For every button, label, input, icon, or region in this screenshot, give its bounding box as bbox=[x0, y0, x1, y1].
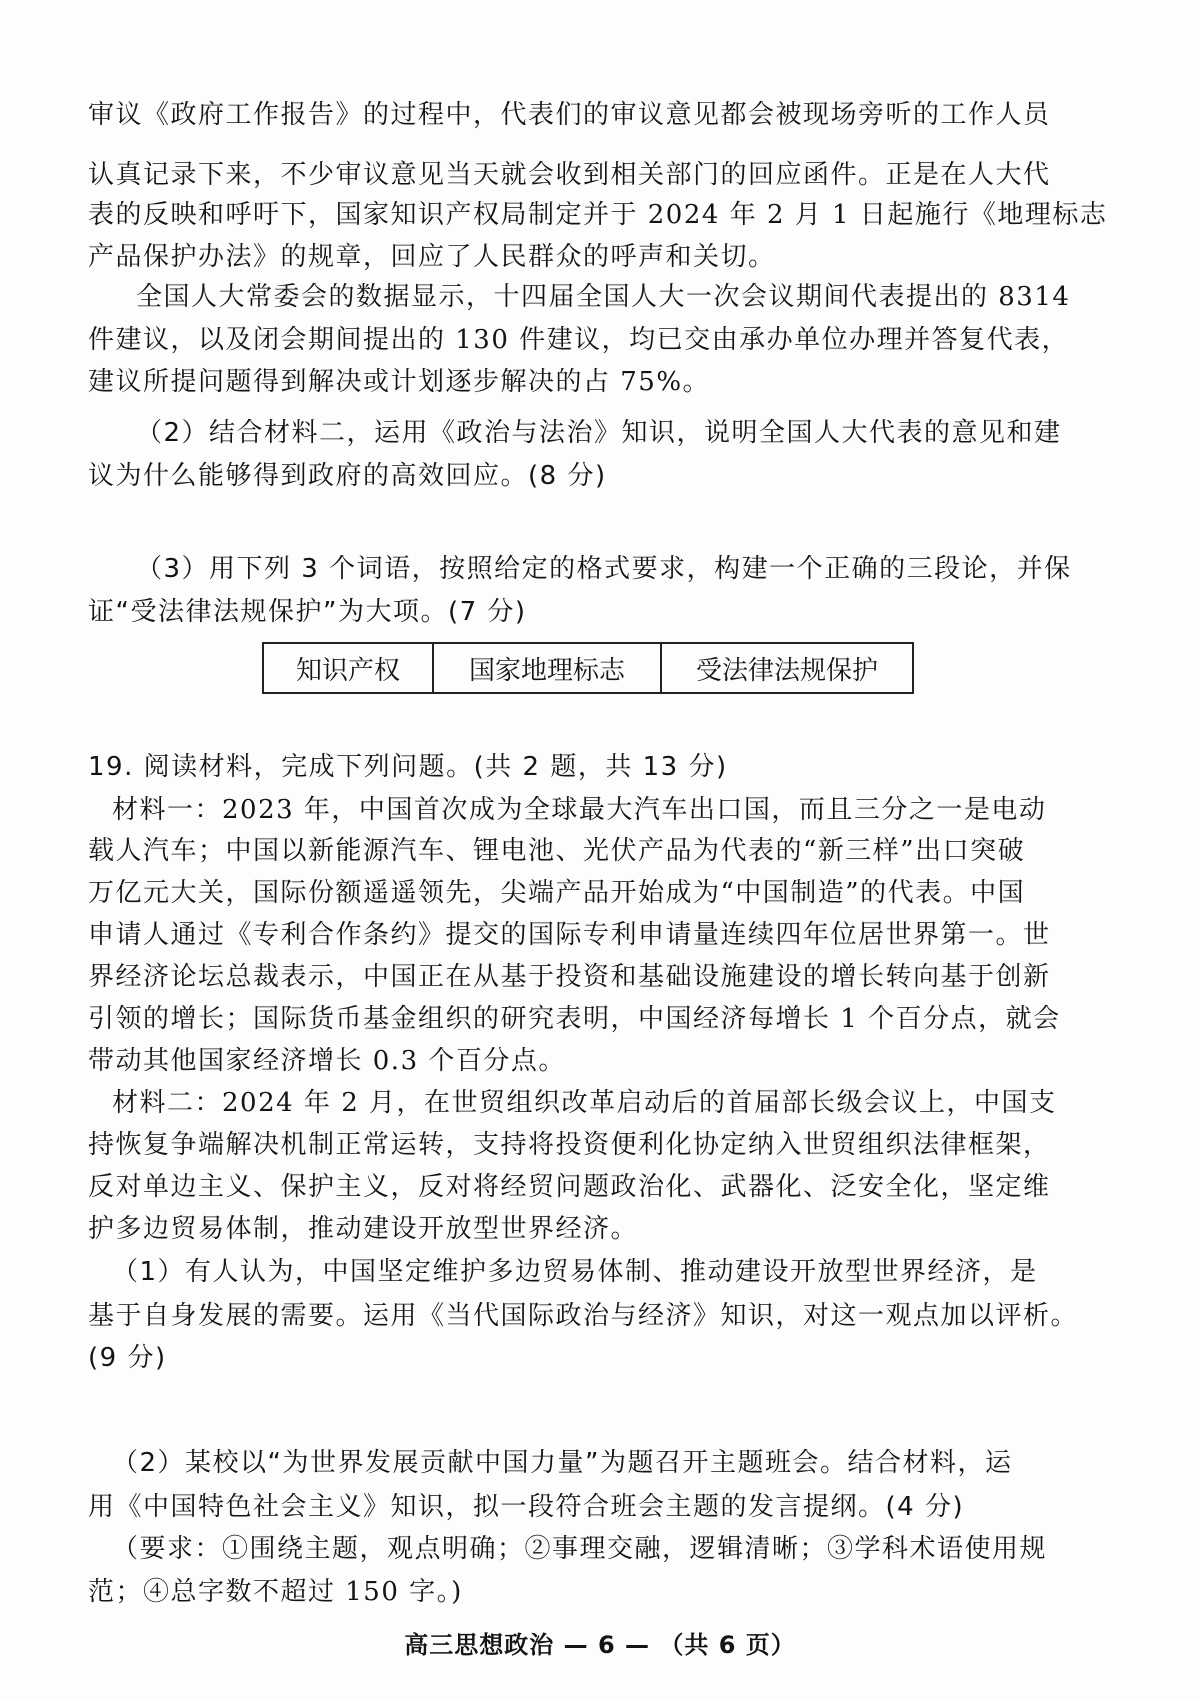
q18-2-line-2: 议为什么能够得到政府的高效回应。(8 分) bbox=[88, 461, 607, 491]
material2-line-1: 审议《政府工作报告》的过程中，代表们的审议意见都会被现场旁听的工作人员 bbox=[88, 100, 1051, 130]
q19-material1-line-3: 万亿元大关，国际份额遥遥领先，尖端产品开始成为“中国制造”的代表。中国 bbox=[88, 878, 1026, 908]
q19-1-line-2: 基于自身发展的需要。运用《当代国际政治与经济》知识，对这一观点加以评析。 bbox=[88, 1301, 1079, 1331]
q19-material1-line-5: 界经济论坛总裁表示，中国正在从基于投资和基础设施建设的增长转向基于创新 bbox=[88, 962, 1051, 992]
q19-heading: 19. 阅读材料，完成下列问题。(共 2 题，共 13 分) bbox=[88, 752, 728, 782]
material2-line-3: 表的反映和呼吁下，国家知识产权局制定并于 2024 年 2 月 1 日起施行《地理标志 bbox=[88, 200, 1108, 230]
q19-material2-line-3: 反对单边主义、保护主义，反对将经贸问题政治化、武器化、泛安全化，坚定维 bbox=[88, 1172, 1051, 1202]
q19-material1-line-1: 材料一：2023 年，中国首次成为全球最大汽车出口国，而且三分之一是电动 bbox=[112, 795, 1047, 825]
material2-para2-line-2: 件建议，以及闭会期间提出的 130 件建议，均已交由承办单位办理并答复代表， bbox=[88, 325, 1070, 355]
q19-requirements-line-1: （要求：①围绕主题，观点明确；②事理交融，逻辑清晰；③学科术语使用规 bbox=[112, 1534, 1048, 1564]
q19-material1-line-6: 引领的增长；国际货币基金组织的研究表明，中国经济每增长 1 个百分点，就会 bbox=[88, 1004, 1061, 1034]
q19-material1-line-2: 载人汽车；中国以新能源汽车、锂电池、光伏产品为代表的“新三样”出口突破 bbox=[88, 836, 1026, 866]
q19-2-line-1: （2）某校以“为世界发展贡献中国力量”为题召开主题班会。结合材料，运 bbox=[112, 1448, 1013, 1478]
q19-material1-line-7: 带动其他国家经济增长 0.3 个百分点。 bbox=[88, 1046, 566, 1076]
q18-3-line-2: 证“受法律法规保护”为大项。(7 分) bbox=[88, 597, 527, 627]
q19-material1-line-4: 申请人通过《专利合作条约》提交的国际专利申请量连续四年位居世界第一。世 bbox=[88, 920, 1051, 950]
material2-line-2: 认真记录下来，不少审议意见当天就会收到相关部门的回应函件。正是在人大代 bbox=[88, 160, 1051, 190]
q19-requirements-line-2: 范；④总字数不超过 150 字。) bbox=[88, 1577, 463, 1607]
q19-material2-line-4: 护多边贸易体制，推动建设开放型世界经济。 bbox=[88, 1214, 639, 1244]
material2-para2-line-3: 建议所提问题得到解决或计划逐步解决的占 75%。 bbox=[88, 367, 711, 397]
material2-line-4: 产品保护办法》的规章，回应了人民群众的呼声和关切。 bbox=[88, 242, 776, 272]
q19-2-line-2: 用《中国特色社会主义》知识，拟一段符合班会主题的发言提纲。(4 分) bbox=[88, 1492, 965, 1522]
q19-1-line-3: (9 分) bbox=[88, 1343, 167, 1373]
q19-material2-line-1: 材料二：2024 年 2 月，在世贸组织改革启动后的首届部长级会议上，中国支 bbox=[112, 1088, 1057, 1118]
q18-3-line-1: （3）用下列 3 个词语，按照给定的格式要求，构建一个正确的三段论，并保 bbox=[136, 554, 1072, 584]
term-cell: 国家地理标志 bbox=[434, 644, 662, 692]
page-footer: 高三思想政治 — 6 — （共 6 页） bbox=[404, 1631, 796, 1659]
terms-table bbox=[262, 642, 914, 694]
term-cell: 受法律法规保护 bbox=[695, 655, 878, 686]
term-cell: 知识产权 bbox=[264, 644, 434, 692]
q19-material2-line-2: 持恢复争端解决机制正常运转，支持将投资便利化协定纳入世贸组织法律框架， bbox=[88, 1130, 1051, 1160]
q19-1-line-1: （1）有人认为，中国坚定维护多边贸易体制、推动建设开放型世界经济，是 bbox=[112, 1257, 1038, 1287]
material2-para2-line-1: 全国人大常委会的数据显示，十四届全国人大一次会议期间代表提出的 8314 bbox=[136, 282, 1071, 312]
q18-2-line-1: （2）结合材料二，运用《政治与法治》知识，说明全国人大代表的意见和建 bbox=[136, 418, 1062, 448]
